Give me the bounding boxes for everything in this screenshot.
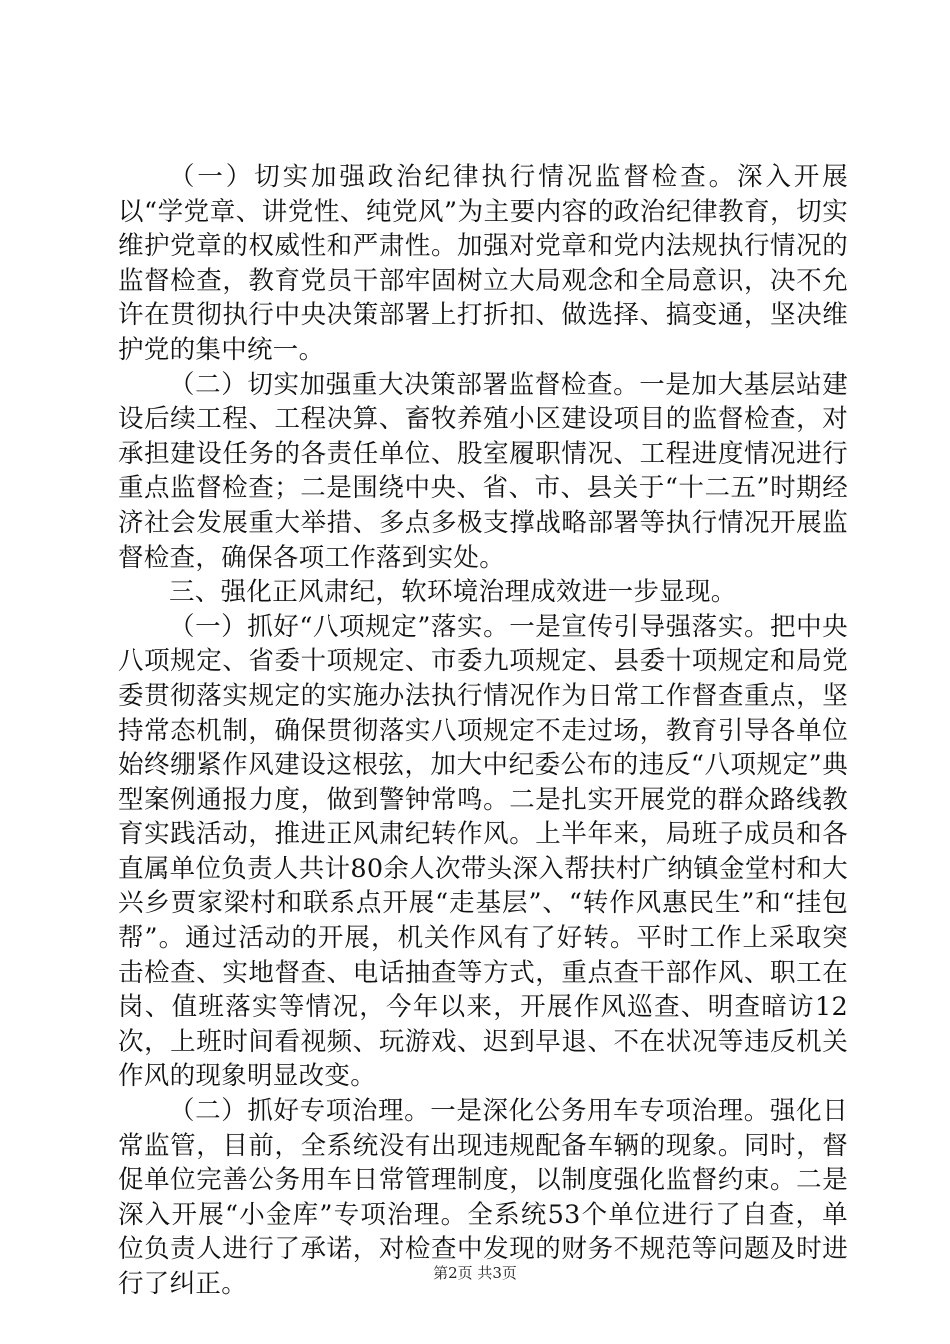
paragraph-1: （一）切实加强政治纪律执行情况监督检查。深入开展以“学党章、讲党性、纯党风”为主要内容的政治纪律教育，切实维护党章的权威性和严肃性。加强对党章和党内法规执行情况的监督检查，教育党员干部牢固树立大局观念和全局意识，决不允许在贯彻执行中央决策部署上打折扣、做选择、搞变通，坚决维护党的集中统一。 <box>118 162 848 365</box>
document-body <box>118 160 848 1302</box>
section-heading: 三、强化正风肃纪，软环境治理成效进一步显现。 <box>169 577 737 608</box>
page-footer: 第2页 共3页 <box>433 1264 517 1282</box>
paragraph-2: （二）切实加强重大决策部署监督检查。一是加大基层站建设后续工程、工程决算、畜牧养殖小区建设项目的监督检查，对承担建设任务的各责任单位、股室履职情况、工程进度情况进行重点监督检查；二是围绕中央、省、市、县关于“十二五”时期经济社会发展重大举措、多点多极支撑战略部署等执行情况开展监督检查，确保各项工作落到实处。 <box>118 369 848 573</box>
paragraph-4: （二）抓好专项治理。一是深化公务用车专项治理。强化日常监管，目前，全系统没有出现违规配备车辆的现象。同时，督促单位完善公务用车日常管理制度，以制度强化监督约束。二是深入开展“小金库”专项治理。全系统53个单位进行了自查，单位负责人进行了承诺，对检查中发现的财务不规范等问题及时进行了纠正。 <box>118 1096 848 1299</box>
paragraph-3: （一）抓好“八项规定”落实。一是宣传引导强落实。把中央八项规定、省委十项规定、市委九项规定、县委十项规定和局党委贯彻落实规定的实施办法执行情况作为日常工作督查重点，坚持常态机制，确保贯彻落实八项规定不走过场，教育引导各单位始终绷紧作风建设这根弦，加大中纪委公布的违反“八项规定”典型案例通报力度，做到警钟常鸣。二是扎实开展党的群众路线教育实践活动，推进正风肃纪转作风。上半年来，局班子成员和各直属单位负责人共计80余人次带头深入帮扶村广纳镇金堂村和大兴乡贾家梁村和联系点开展“走基层”、“转作风惠民生”和“挂包帮”。通过活动的开展，机关作风有了好转。平时工作上采取突击检查、实地督查、电话抽查等方式，重点查干部作风、职工在岗、值班落实等情况，今年以来，开展作风巡查、明查暗访12次，上班时间看视频、玩游戏、迟到早退、不在状况等违反机关作风的现象明显改变。 <box>118 611 848 1092</box>
